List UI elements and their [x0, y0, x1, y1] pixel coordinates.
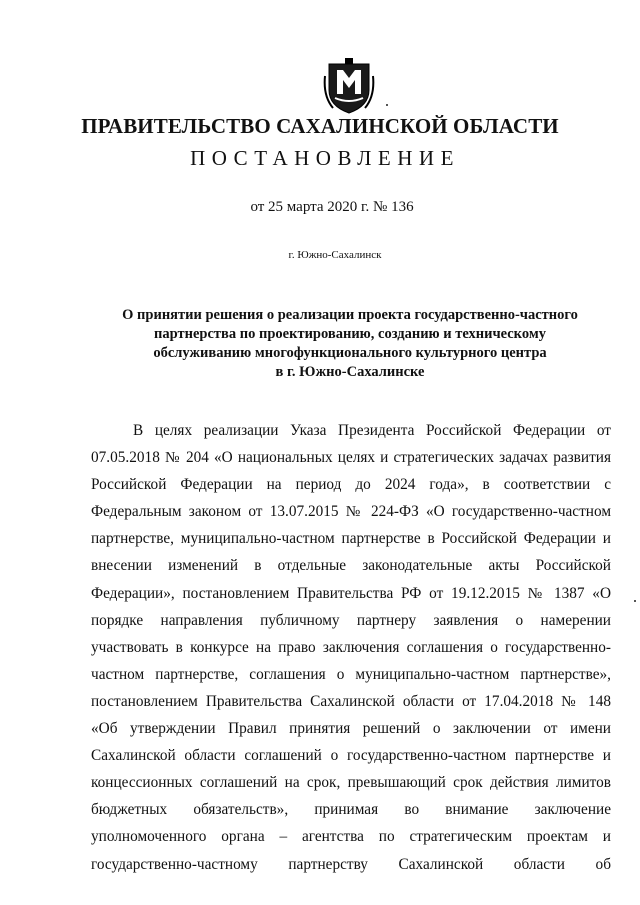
title-line: в г. Южно-Сахалинске: [275, 364, 425, 380]
body-line: В целях реализации Указа Президента Российской Федерации от: [133, 422, 611, 439]
scan-speck: [634, 600, 636, 602]
document-type: ПОСТАНОВЛЕНИЕ: [190, 146, 460, 170]
body-line: частном партнерстве, соглашения о муниципально-частном партнерстве»,: [91, 665, 611, 683]
document-body: [91, 417, 611, 878]
title-line: обслуживанию многофункционального культурного центра: [153, 345, 547, 361]
body-line: 07.05.2018 № 204 «О национальных целях и стратегических задачах развития: [91, 449, 611, 467]
body-line: бюджетных обязательств», принимая во внимание заключение: [91, 801, 611, 819]
body-line: участвовать в конкурсе на право заключения соглашения о государственно-: [91, 638, 611, 656]
body-line: Федеральным законом от 13.07.2015 № 224-ФЗ «О государственно-частном: [91, 503, 611, 521]
body-line: концессионных соглашений на срок, превышающий срок действия лимитов: [91, 774, 611, 792]
body-line: постановлением Правительства Сахалинской области от 17.04.2018 № 148: [91, 692, 611, 710]
body-line: уполномоченного органа – агентства по стратегическим проектам и: [91, 828, 611, 846]
organization-name: ПРАВИТЕЛЬСТВО САХАЛИНСКОЙ ОБЛАСТИ: [81, 114, 559, 138]
document-city: г. Южно-Сахалинск: [288, 249, 382, 261]
document-title: [80, 306, 620, 382]
document-date-number: от 25 марта 2020 г. № 136: [250, 199, 414, 215]
title-line: партнерства по проектированию, созданию и техническому: [154, 326, 546, 342]
body-line: Федерации», постановлением Правительства РФ от 19.12.2015 № 1387 «О: [91, 584, 611, 602]
body-line: Российской Федерации на период до 2024 года», в соответствии с: [91, 476, 611, 494]
title-line: О принятии решения о реализации проекта государственно-частного: [122, 307, 578, 323]
body-line: «Об утверждении Правил принятия решений о заключении от имени: [91, 720, 611, 738]
sakhalin-coat-of-arms-icon: [323, 56, 375, 116]
body-line: Сахалинской области соглашений о государственно-частном партнерстве и: [91, 747, 611, 765]
scan-speck: [386, 104, 388, 106]
body-line: государственно-частному партнерству Сахалинской области об: [91, 855, 611, 873]
body-line: внесении изменений в отдельные законодательные акты Российской: [91, 557, 611, 575]
body-line: порядке направления публичному партнеру заявления о намерении: [91, 611, 611, 629]
body-line: партнерстве, муниципально-частном партнерстве в Российской Федерации и: [91, 530, 611, 548]
